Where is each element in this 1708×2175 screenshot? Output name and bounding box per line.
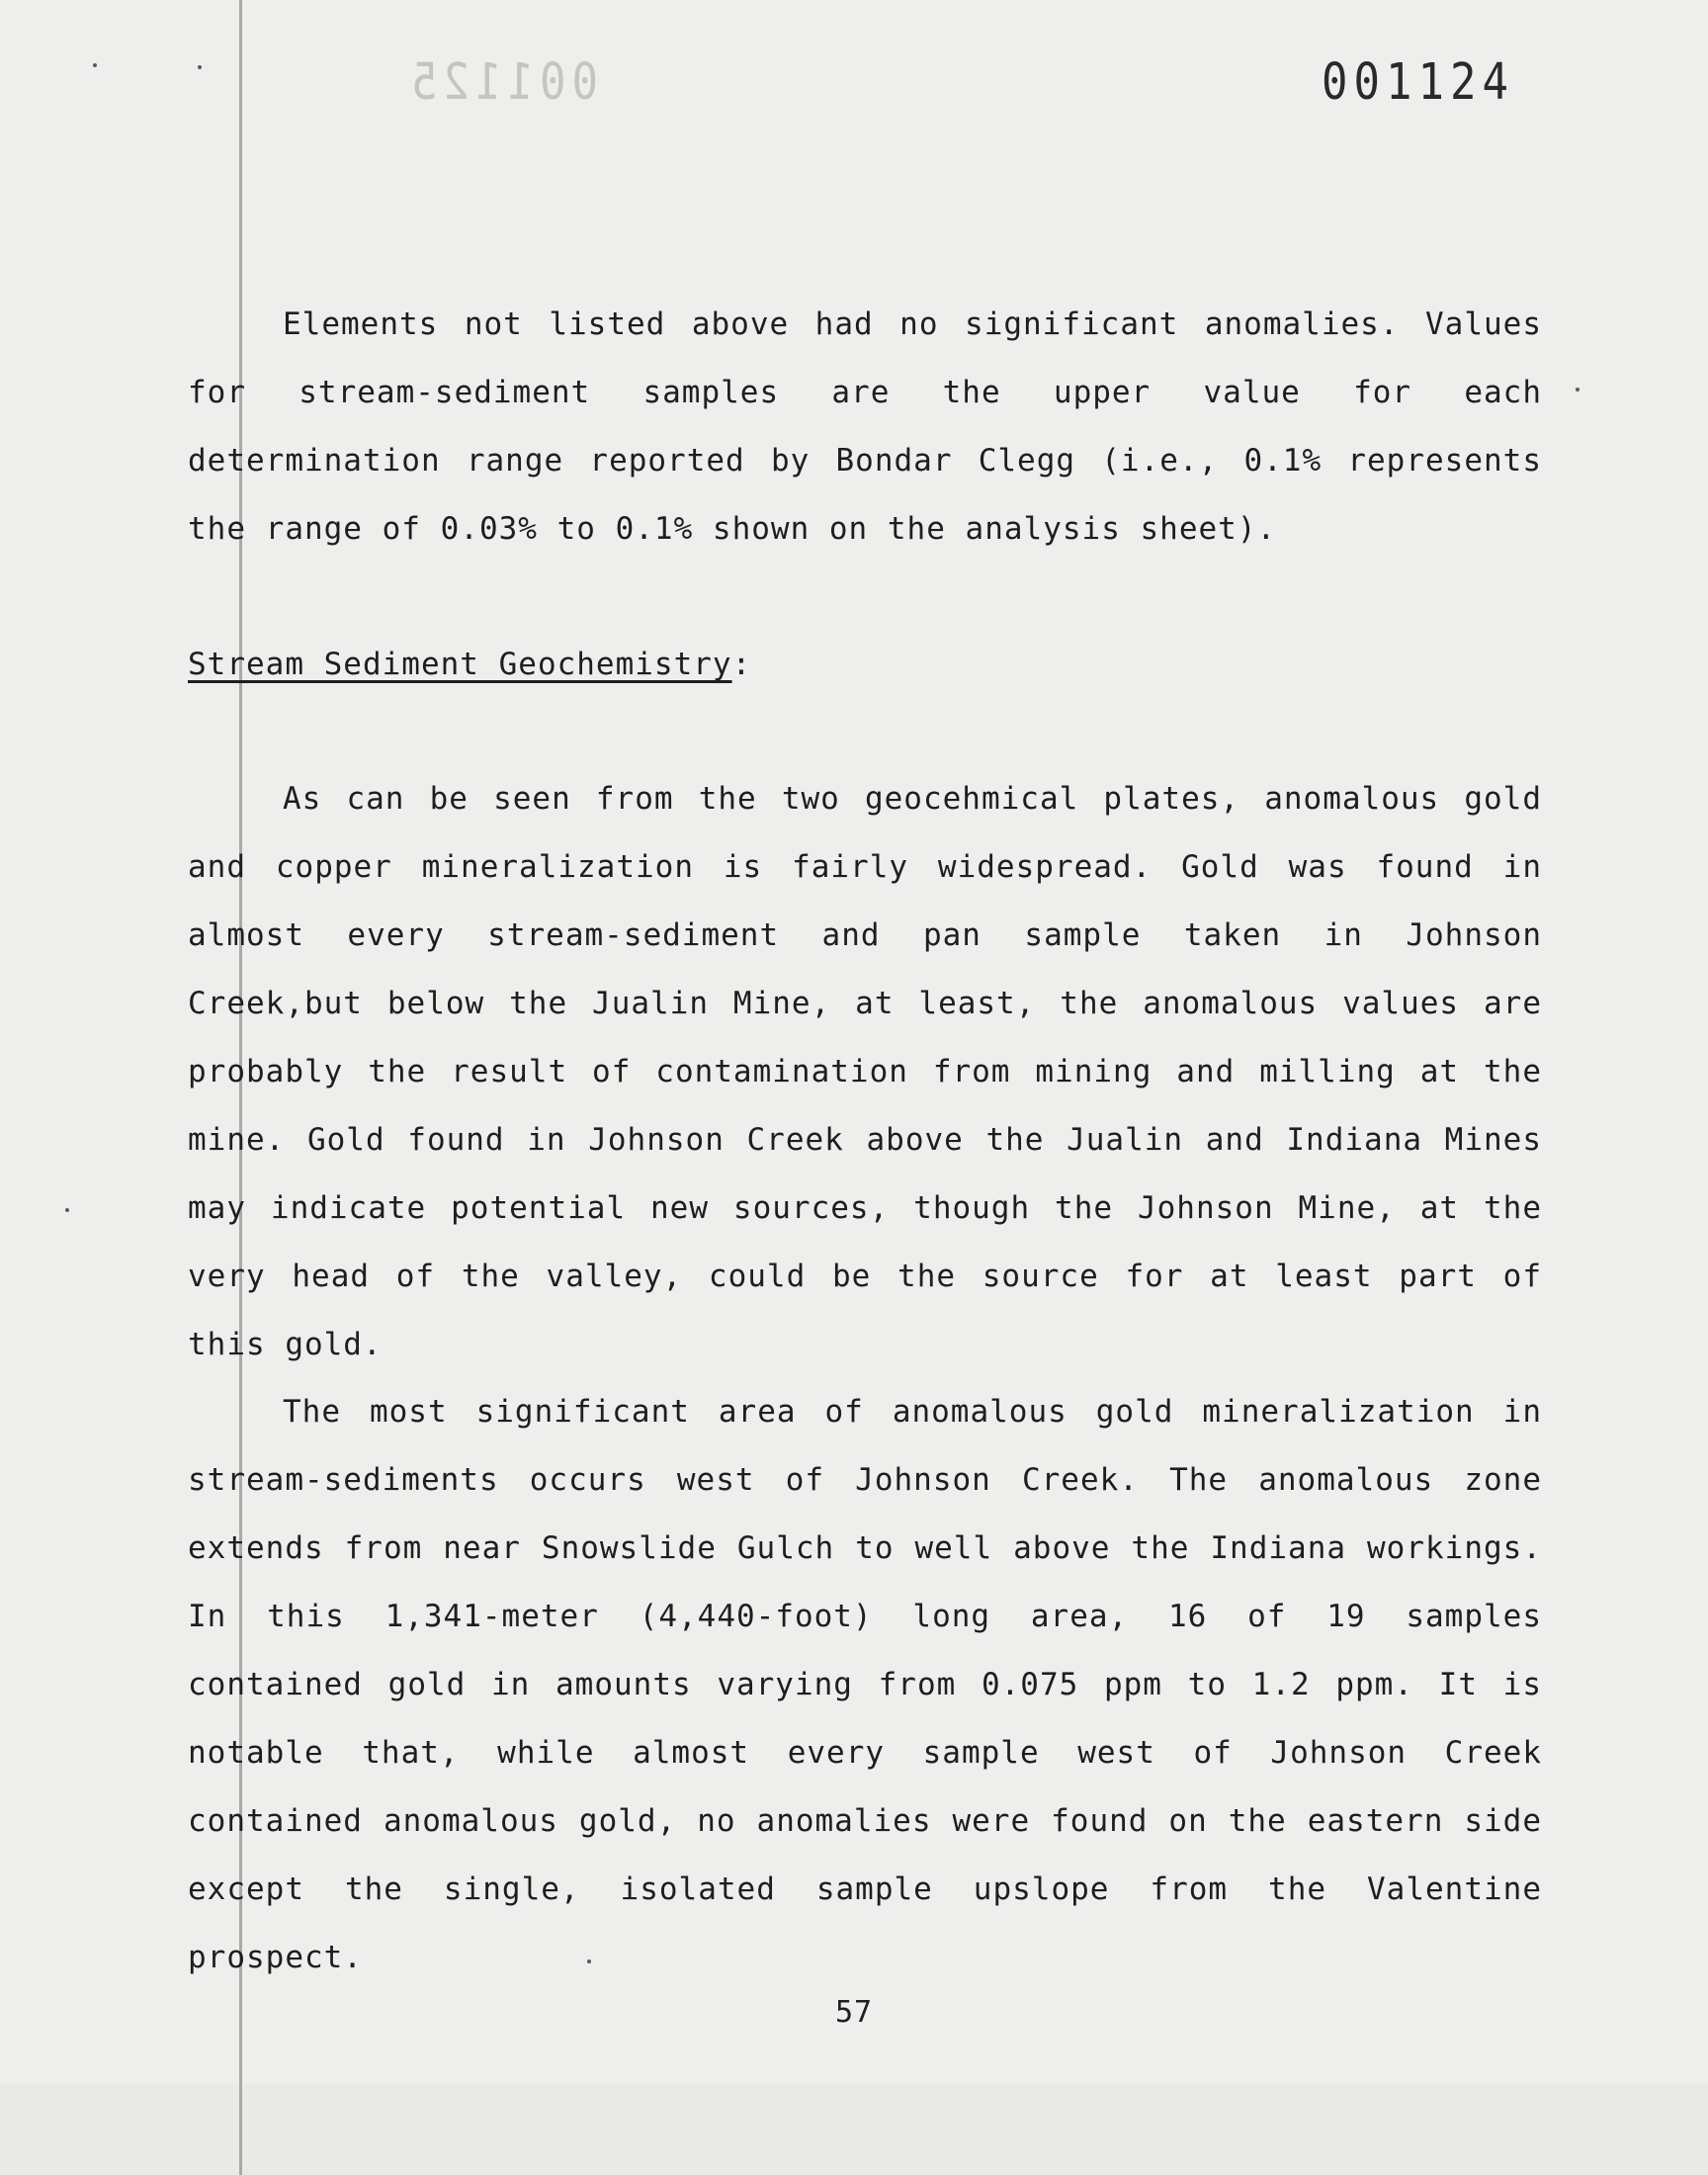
section-heading-text: Stream Sediment Geochemistry [188,647,732,682]
scan-bottom-band [0,2084,1708,2175]
scan-speck [198,65,202,69]
section-heading [188,631,751,699]
scan-speck [1576,388,1580,392]
bleed-through-stamp: 001125 [405,53,598,112]
body-paragraph-2: The most significant area of anomalous gold mineralization in stream-sediments occurs west of Johnson Creek. The anomalous zone extends from near Snowslide Gulch to well above the Indiana workings. In this 1,341-meter (4,440-foot) long area, 16 of 19 samples contained gold in amounts varying from 0.075 ppm to 1.2 ppm. It is notable that, while almost every sample west of Johnson Creek contained anomalous gold, no anomalies were found on the eastern side except the single, isolated sample upslope from the Valentine prospect. [188,1394,1542,1975]
section-heading-colon: : [731,647,752,682]
body-paragraph-1: As can be seen from the two geocehmical plates, anomalous gold and copper mineralization is fairly widespread. Gold was found in almost every stream-sediment and pan sample taken in Johnson Creek,but below the Jualin Mine, at least, the anomalous values are probably the result of contamination from mining and milling at the mine. Gold found in Johnson Creek above the Jualin and Indiana Mines may indicate potential new sources, though the Johnson Mine, at the very head of the valley, could be the source for at least part of this gold. [188,781,1542,1362]
page-number: 57 [834,1995,874,2030]
scan-speck [65,1208,69,1212]
intro-paragraph: Elements not listed above had no significant anomalies. Values for stream-sediment samples are the upper value for each determination range reported by Bondar Clegg (i.e., 0.1% represents the range of 0.03% to 0.1% shown on the analysis sheet). [188,306,1542,547]
scan-speck [93,63,97,67]
document-stamp-number: 001124 [1322,53,1514,112]
